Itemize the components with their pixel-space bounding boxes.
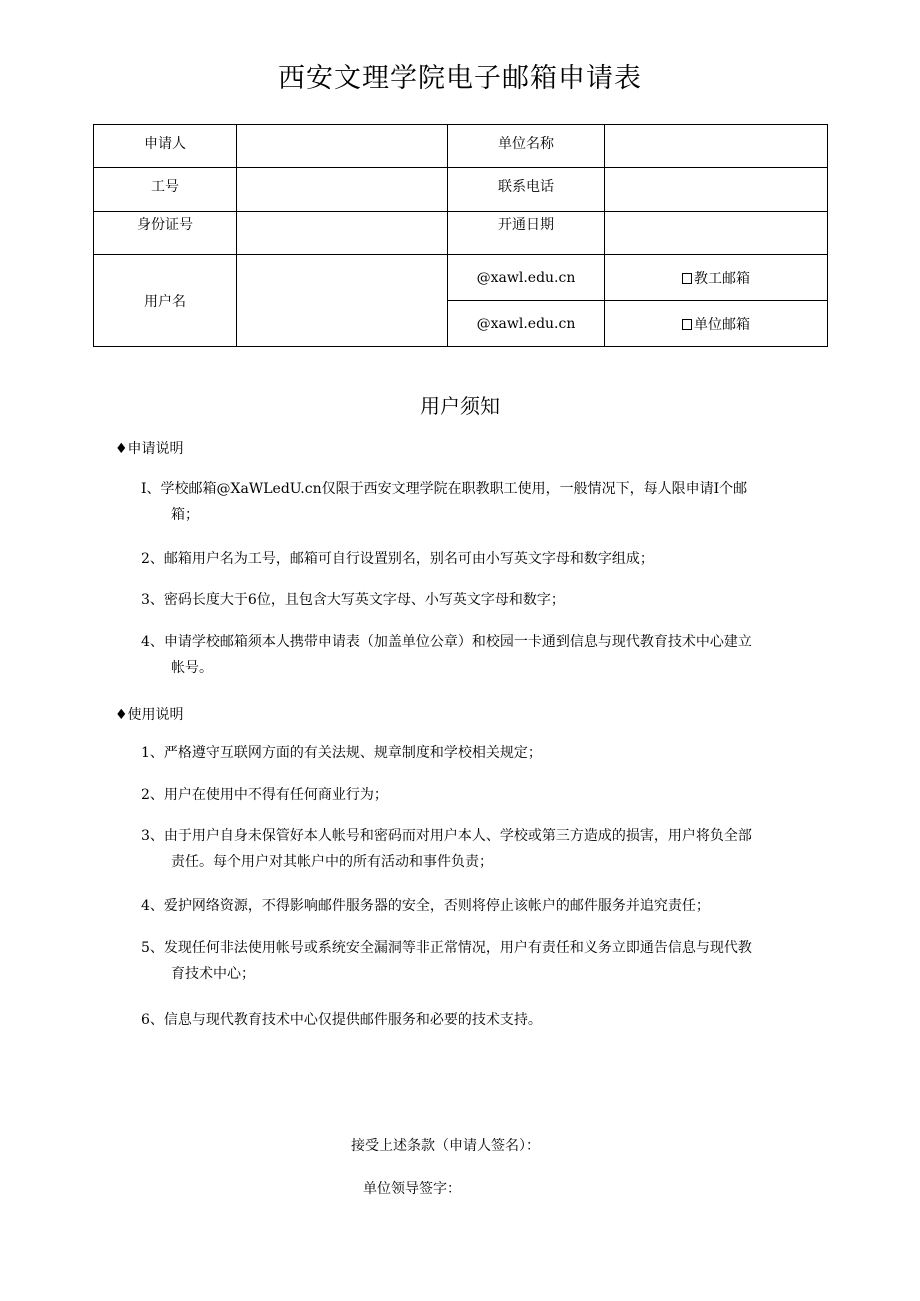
item-text: 2、用户在使用中不得有任何商业行为；: [141, 787, 388, 803]
unit-field[interactable]: [605, 125, 828, 168]
item-text: 5、发现任何非法使用帐号或系统安全漏洞等非正常情况，用户有责任和义务立即通告信息与现代教: [141, 940, 752, 956]
unit-label: 单位名称: [448, 125, 605, 168]
application-table: [93, 124, 828, 347]
phone-field[interactable]: [605, 168, 828, 212]
applicant-label: 申请人: [94, 125, 237, 168]
usage-item: [141, 893, 821, 919]
form-title: 西安文理学院电子邮箱申请表: [278, 63, 642, 94]
item-text: 6、信息与现代教育技术中心仅提供邮件服务和必要的技术支持。: [141, 1012, 542, 1028]
domain-unit: @xawl.edu.cn: [448, 301, 605, 347]
item-text: 4、爱护网络资源，不得影响邮件服务器的安全，否则将停止该帐户的邮件服务并追究责任；: [141, 898, 710, 914]
item-text-cont: 箱；: [171, 507, 199, 523]
staff-mailbox-checkbox[interactable]: [682, 273, 692, 284]
unit-mailbox-checkbox[interactable]: [682, 319, 692, 330]
phone-label: 联系电话: [448, 168, 605, 212]
item-text: 2、邮箱用户名为工号，邮箱可自行设置别名，别名可由小写英文字母和数字组成；: [141, 551, 654, 567]
item-text-cont: 责任。每个用户对其帐户中的所有活动和事件负责；: [171, 854, 493, 870]
usage-item: [141, 1007, 821, 1033]
item-text-cont: 帐号。: [171, 660, 213, 676]
usage-item: [141, 740, 821, 766]
usage-item: [141, 782, 821, 808]
option-unit-mailbox[interactable]: [605, 301, 828, 347]
id-card-label: 身份证号: [94, 212, 237, 255]
id-card-field[interactable]: [237, 212, 448, 255]
staff-id-label: 工号: [94, 168, 237, 212]
option-unit-label: 单位邮箱: [694, 316, 750, 333]
applicant-field[interactable]: [237, 125, 448, 168]
applicant-signature-label: 接受上述条款（申请人签名）：: [351, 1138, 540, 1154]
usage-heading: ♦使用说明: [115, 707, 184, 723]
option-staff-mailbox[interactable]: [605, 255, 828, 301]
usage-item: [141, 823, 821, 875]
application-heading: ♦申请说明: [115, 441, 184, 457]
open-date-field[interactable]: [605, 212, 828, 255]
usage-item: [141, 935, 821, 987]
item-text: 3、由于用户自身未保管好本人帐号和密码而对用户本人、学校或第三方造成的损害，用户将负全部: [141, 828, 752, 844]
leader-signature-label: 单位领导签字：: [363, 1181, 461, 1197]
item-text: 3、密码长度大于6位，且包含大写英文字母、小写英文字母和数字；: [141, 592, 565, 608]
item-text-cont: 育技术中心；: [171, 966, 255, 982]
application-item: [141, 476, 821, 528]
domain-staff: @xawl.edu.cn: [448, 255, 605, 301]
staff-id-field[interactable]: [237, 168, 448, 212]
username-label: 用户名: [94, 255, 237, 347]
item-text: I、学校邮箱@XaWLedU.cn仅限于西安文理学院在职教职工使用，一般情况下，每人限申请I个邮: [141, 481, 748, 497]
application-item: [141, 587, 821, 613]
item-text: 1、严格遵守互联网方面的有关法规、规章制度和学校相关规定；: [141, 745, 542, 761]
application-item: [141, 629, 821, 681]
notice-title: 用户须知: [420, 394, 500, 418]
item-text: 4、申请学校邮箱须本人携带申请表（加盖单位公章）和校园一卡通到信息与现代教育技术中心建立: [141, 634, 752, 650]
application-item: [141, 546, 821, 572]
option-staff-label: 教工邮箱: [694, 270, 750, 287]
open-date-label: 开通日期: [448, 212, 605, 255]
username-field[interactable]: [237, 255, 448, 347]
